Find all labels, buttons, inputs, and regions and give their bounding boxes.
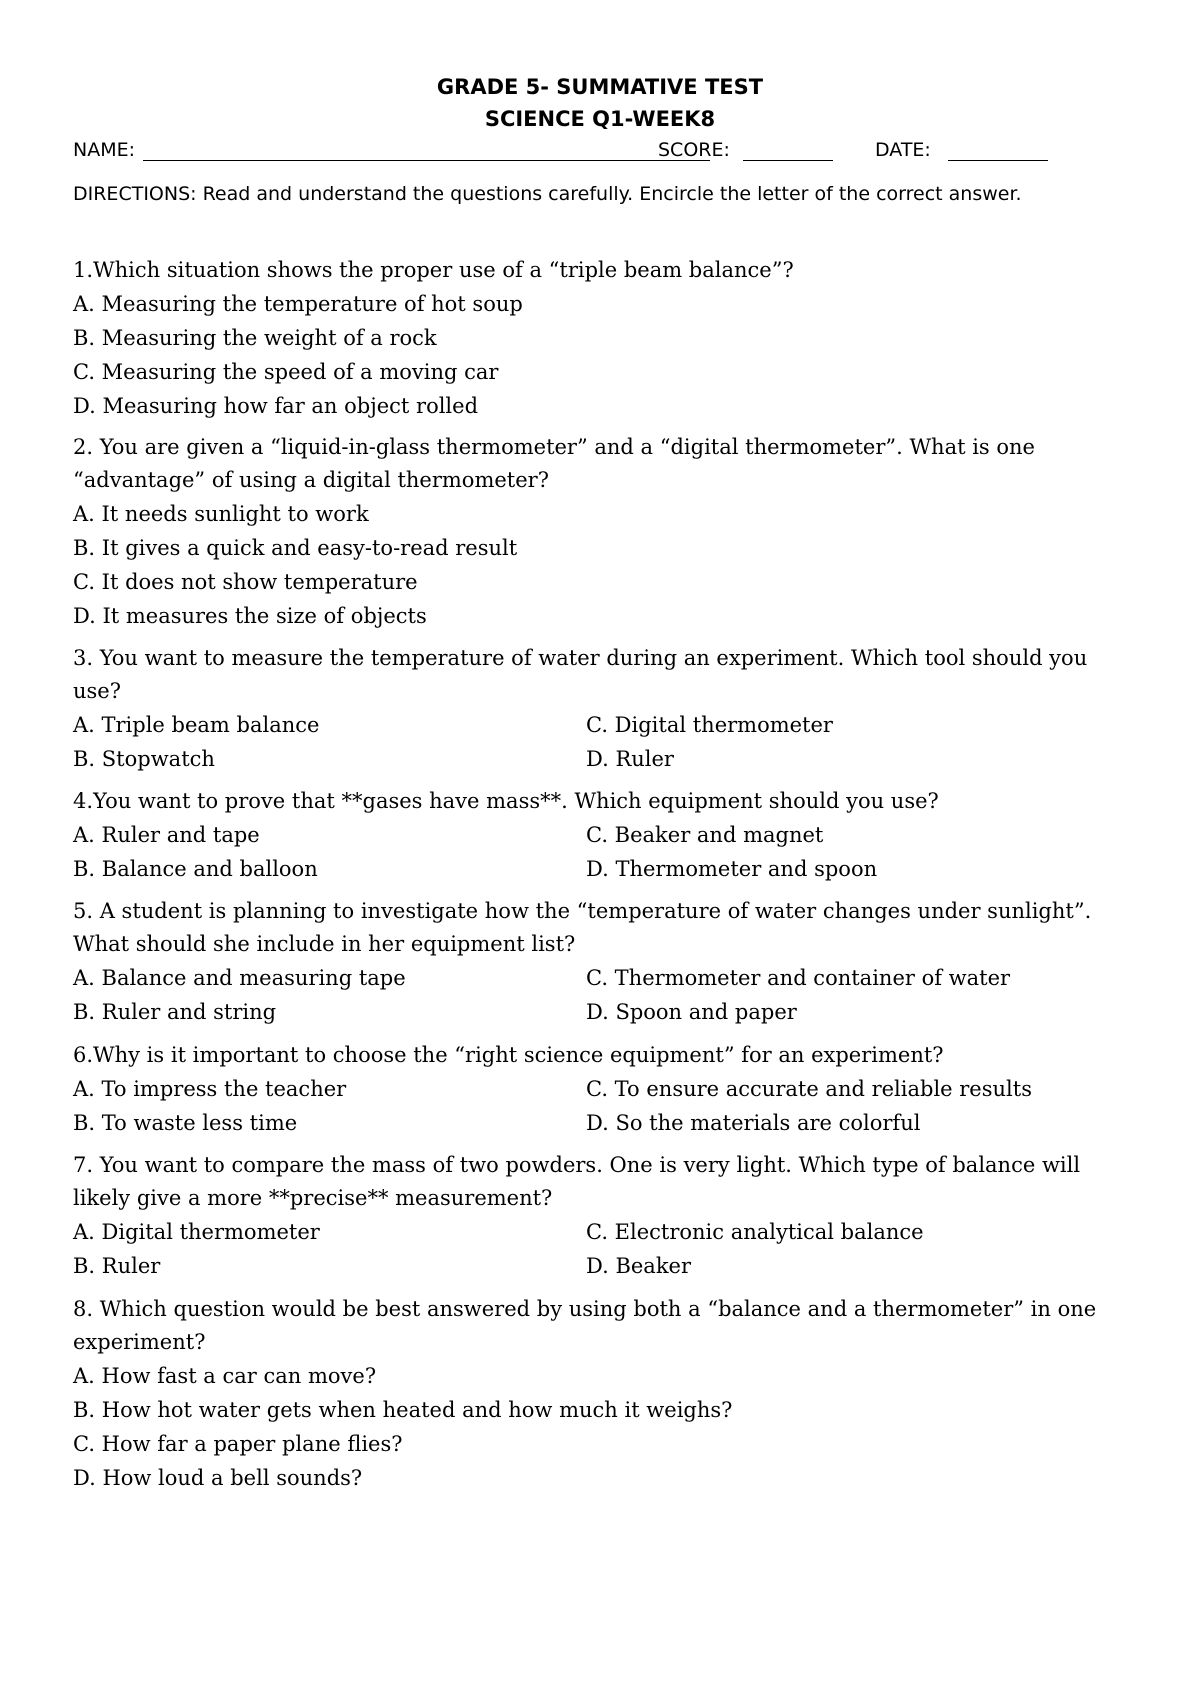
question-2-stem-line-2: “advantage” of using a digital thermometer? [73, 468, 549, 492]
question-1-stem: 1.Which situation shows the proper use of a “triple beam balance”? [73, 258, 794, 282]
question-1-option-b[interactable]: B. Measuring the weight of a rock [73, 326, 437, 350]
question-1-option-a[interactable]: A. Measuring the temperature of hot soup [73, 292, 523, 316]
question-6-options [73, 1072, 1148, 1140]
question-1 [73, 254, 1148, 423]
question-4-option-c[interactable]: C. Beaker and magnet [586, 823, 824, 847]
question-8-option-d[interactable]: D. How loud a bell sounds? [73, 1466, 363, 1490]
question-6 [73, 1039, 1148, 1140]
question-3-stem-line-1: 3. You want to measure the temperature of water during an experiment. Which tool should you [73, 646, 1088, 670]
question-8-option-c[interactable]: C. How far a paper plane flies? [73, 1432, 403, 1456]
question-4-option-d[interactable]: D. Thermometer and spoon [586, 857, 878, 881]
question-7-stem-line-2: likely give a more **precise** measurement? [73, 1186, 553, 1210]
question-8 [73, 1293, 1148, 1495]
student-info-row [73, 135, 1123, 165]
question-8-option-a[interactable]: A. How fast a car can move? [73, 1364, 377, 1388]
question-3-option-a[interactable]: A. Triple beam balance [73, 713, 320, 737]
question-4-option-a[interactable]: A. Ruler and tape [73, 823, 260, 847]
question-3-option-b[interactable]: B. Stopwatch [73, 747, 215, 771]
question-2-option-d[interactable]: D. It measures the size of objects [73, 604, 427, 628]
question-8-option-b[interactable]: B. How hot water gets when heated and how much it weighs? [73, 1398, 733, 1422]
name-blank[interactable] [143, 160, 710, 161]
question-7-stem-line-1: 7. You want to compare the mass of two powders. One is very light. Which type of balance will [73, 1153, 1081, 1177]
question-1-option-c[interactable]: C. Measuring the speed of a moving car [73, 360, 499, 384]
question-7-option-b[interactable]: B. Ruler [73, 1254, 161, 1278]
question-4-options [73, 818, 1148, 886]
score-label: SCORE: [658, 139, 730, 161]
question-7-options [73, 1215, 1148, 1283]
directions [73, 181, 1133, 208]
question-3-option-c[interactable]: C. Digital thermometer [586, 713, 833, 737]
test-title: GRADE 5- SUMMATIVE TEST [436, 75, 764, 99]
question-3-option-d[interactable]: D. Ruler [586, 747, 674, 771]
question-1-option-d[interactable]: D. Measuring how far an object rolled [73, 394, 479, 418]
question-4-stem: 4.You want to prove that **gases have mass**. Which equipment should you use? [73, 789, 939, 813]
question-2-option-b[interactable]: B. It gives a quick and easy-to-read result [73, 536, 518, 560]
question-8-stem-line-2: experiment? [73, 1330, 206, 1354]
question-6-stem: 6.Why is it important to choose the “right science equipment” for an experiment? [73, 1043, 944, 1067]
question-5-option-c[interactable]: C. Thermometer and container of water [586, 966, 1011, 990]
question-3 [73, 642, 1148, 776]
question-5-stem-line-1: 5. A student is planning to investigate how the “temperature of water changes under sunlight”. [73, 899, 1092, 923]
question-8-stem-line-1: 8. Which question would be best answered by using both a “balance and a thermometer” in one [73, 1297, 1097, 1321]
question-5-stem-line-2: What should she include in her equipment list? [73, 932, 576, 956]
score-blank[interactable] [743, 160, 833, 161]
question-6-option-d[interactable]: D. So the materials are colorful [586, 1111, 921, 1135]
question-5 [73, 895, 1148, 1029]
directions-text: Read and understand the questions carefully. Encircle the letter of the correct answer. [196, 183, 1022, 205]
question-2-option-a[interactable]: A. It needs sunlight to work [73, 502, 369, 526]
question-4-option-b[interactable]: B. Balance and balloon [73, 857, 318, 881]
question-5-option-a[interactable]: A. Balance and measuring tape [73, 966, 406, 990]
question-5-option-d[interactable]: D. Spoon and paper [586, 1000, 797, 1024]
directions-label: DIRECTIONS: [73, 183, 197, 205]
question-5-option-b[interactable]: B. Ruler and string [73, 1000, 277, 1024]
question-6-option-b[interactable]: B. To waste less time [73, 1111, 298, 1135]
name-label: NAME: [73, 139, 136, 161]
question-7-option-a[interactable]: A. Digital thermometer [73, 1220, 320, 1244]
date-blank[interactable] [948, 160, 1048, 161]
question-6-option-a[interactable]: A. To impress the teacher [73, 1077, 347, 1101]
question-6-option-c[interactable]: C. To ensure accurate and reliable results [586, 1077, 1032, 1101]
question-2 [73, 431, 1148, 633]
question-7-option-c[interactable]: C. Electronic analytical balance [586, 1220, 924, 1244]
question-3-options [73, 708, 1148, 776]
question-7 [73, 1149, 1148, 1283]
date-label: DATE: [875, 139, 931, 161]
question-2-stem-line-1: 2. You are given a “liquid-in-glass thermometer” and a “digital thermometer”. What is one [73, 435, 1035, 459]
question-5-options [73, 961, 1148, 1029]
test-subtitle: SCIENCE Q1-WEEK8 [484, 107, 716, 131]
question-2-option-c[interactable]: C. It does not show temperature [73, 570, 418, 594]
question-3-stem-line-2: use? [73, 679, 121, 703]
question-4 [73, 785, 1148, 886]
question-7-option-d[interactable]: D. Beaker [586, 1254, 692, 1278]
